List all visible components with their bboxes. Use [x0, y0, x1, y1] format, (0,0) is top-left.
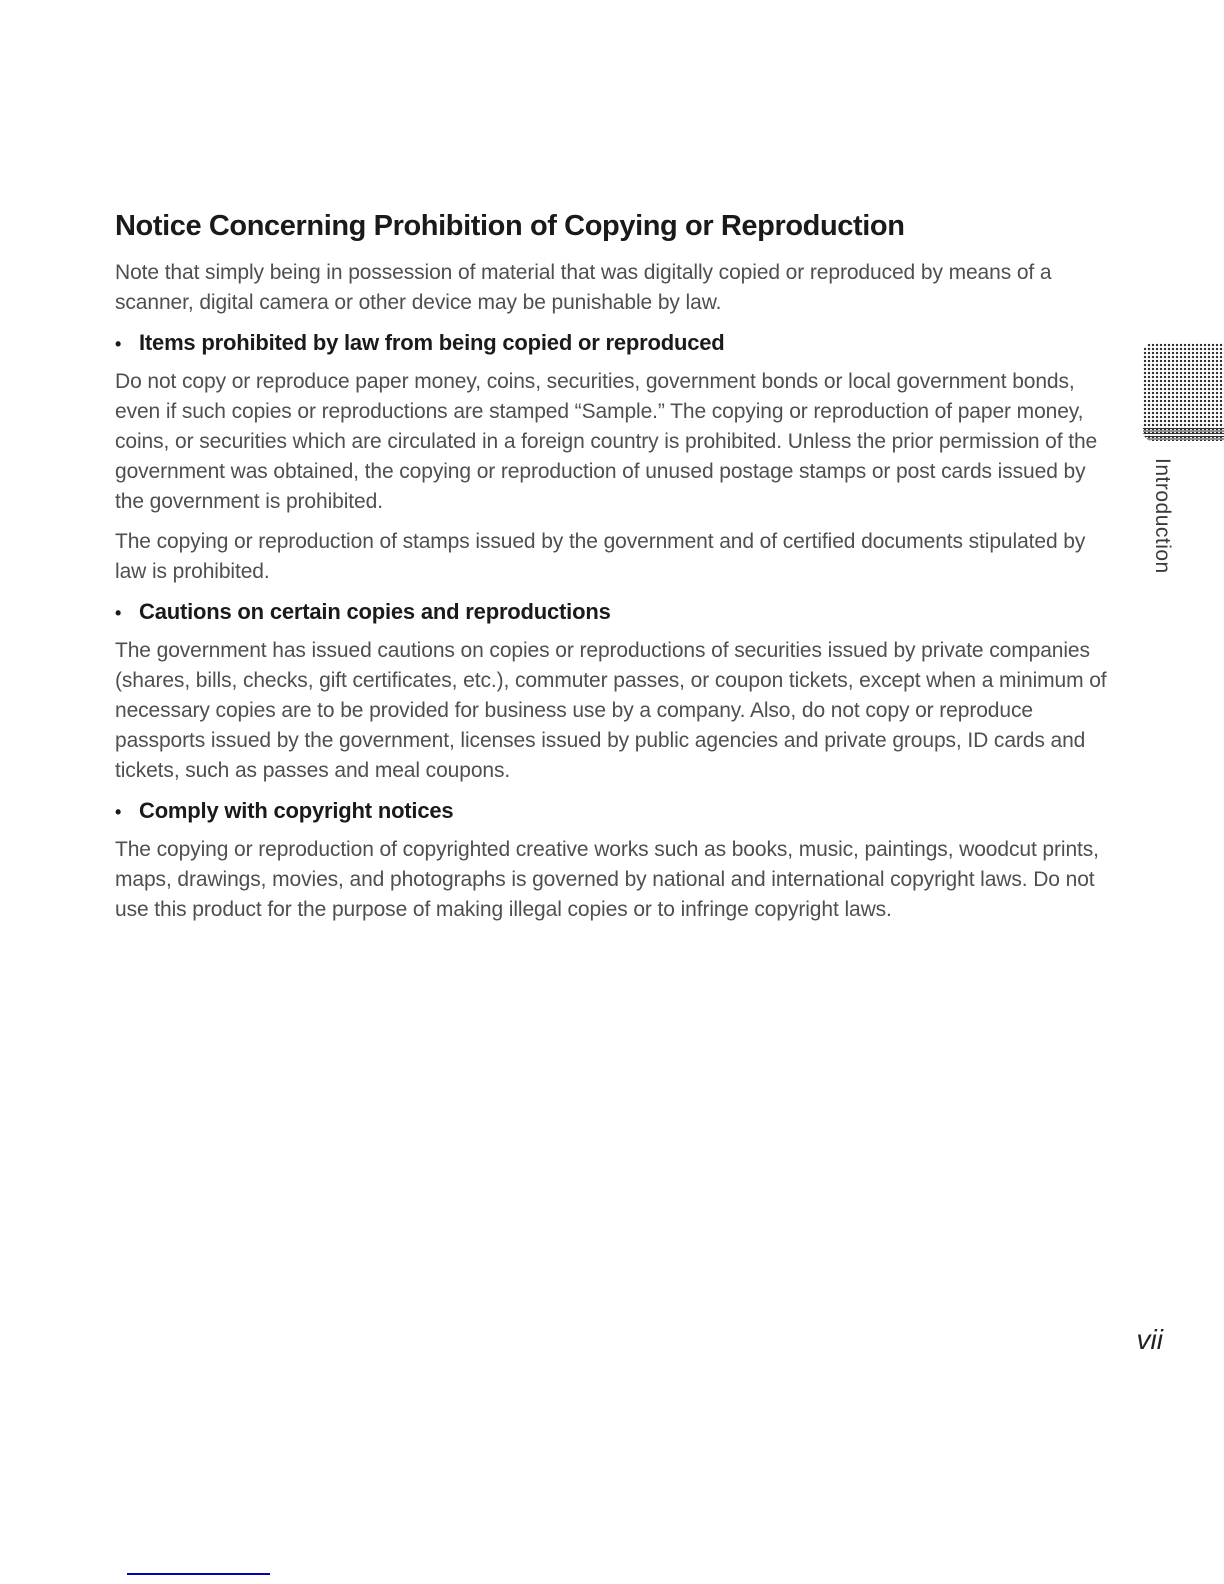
page-title: Notice Concerning Prohibition of Copying or Reproduction: [115, 210, 905, 242]
footer-rule: [127, 1573, 270, 1575]
page-number: vii: [1136, 1324, 1163, 1355]
section-heading-text: Cautions on certain copies and reproductions: [139, 599, 611, 624]
section-paragraph: The copying or reproduction of stamps issued by the government and of certified documents stipulated by law is prohibited.: [115, 530, 1086, 583]
section-heading: [115, 597, 1107, 628]
section-paragraph: Do not copy or reproduce paper money, coins, securities, government bonds or local government bonds, even if such copies or reproductions are stamped “Sample.” The copying or reproduction of paper money, coins, or securities which are circulated in a foreign country is prohibited. Unless the prior permission of the government was obtained, the copying or reproduction of unused postage stamps or post cards issued by the government is prohibited.: [115, 370, 1098, 513]
page-content: [115, 208, 1107, 935]
bullet-icon: •: [115, 802, 122, 822]
chapter-label: Introduction: [1151, 458, 1174, 574]
section-prohibited-items: [115, 328, 1107, 587]
section-heading: [115, 796, 1107, 827]
section-heading-text: Comply with copyright notices: [139, 798, 454, 823]
chapter-tab-band: [1143, 428, 1224, 441]
section-paragraph: The government has issued cautions on copies or reproductions of securities issued by private companies (shares, bills, checks, gift certificates, etc.), commuter passes, or coupon tickets, except when a minimum of necessary copies are to be provided for business use by a company. Also, do not copy or reproduce passports issued by the government, licenses issued by public agencies and private groups, ID cards and tickets, such as passes and meal coupons.: [115, 639, 1107, 782]
section-copyright: [115, 796, 1107, 925]
section-cautions: [115, 597, 1107, 786]
chapter-tab: [1143, 343, 1224, 441]
bullet-icon: •: [115, 334, 122, 354]
section-paragraph: The copying or reproduction of copyrighted creative works such as books, music, paintings, woodcut prints, maps, drawings, movies, and photographs is governed by national and international copyright laws. Do not use this product for the purpose of making illegal copies or to infringe copyright laws.: [115, 838, 1099, 921]
bullet-icon: •: [115, 603, 122, 623]
intro-paragraph: Note that simply being in possession of material that was digitally copied or reproduced by means of a scanner, digital camera or other device may be punishable by law.: [115, 261, 1052, 314]
section-heading: [115, 328, 1107, 359]
section-heading-text: Items prohibited by law from being copied or reproduced: [139, 330, 725, 355]
